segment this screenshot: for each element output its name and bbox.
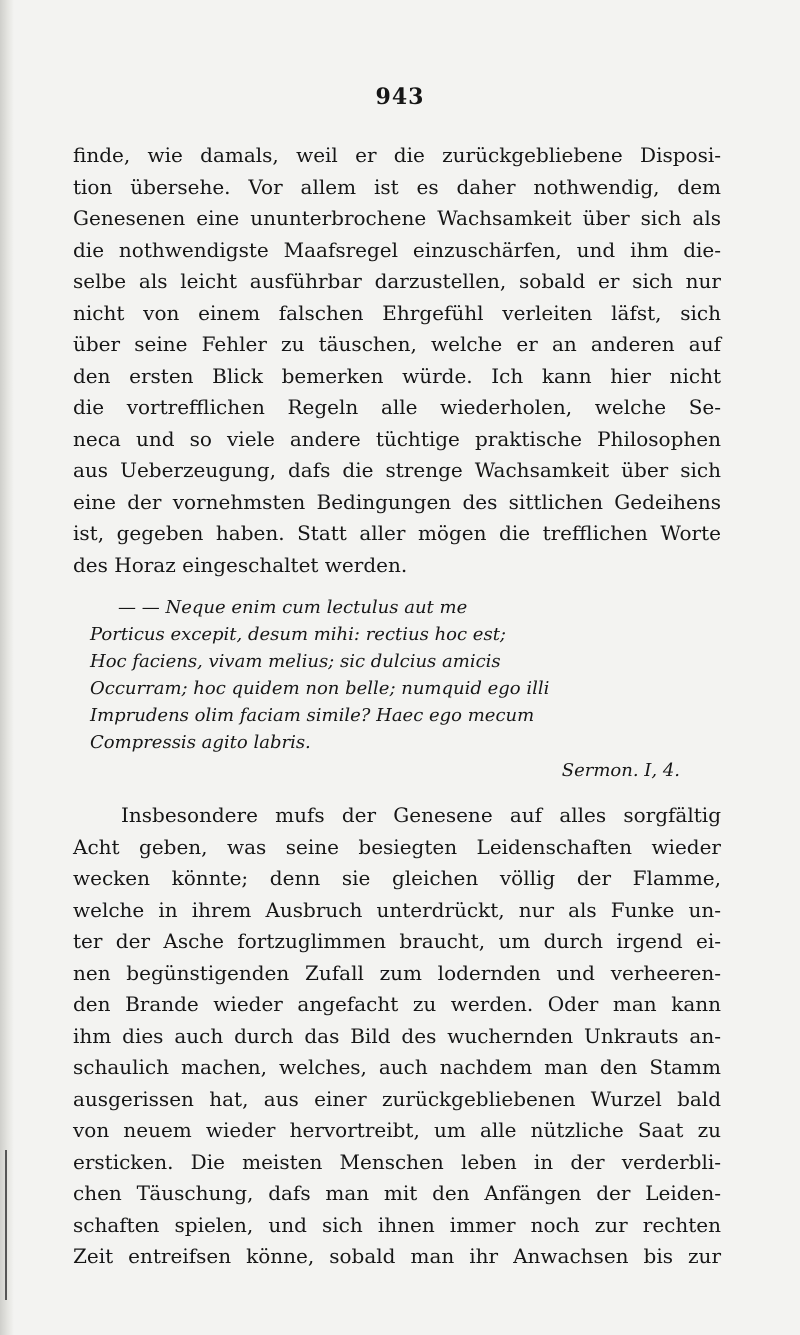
text-line: wecken könnte; denn sie gleichen völlig der Flamme,: [73, 866, 721, 890]
horace-quotation: [90, 594, 710, 756]
text-line: ist, gegeben haben. Statt aller mögen die trefflichen Worte: [73, 521, 721, 545]
text-line: ihm dies auch durch das Bild des wuchernden Unkrauts an-: [73, 1023, 721, 1048]
quote-line: Compressis agito labris.: [90, 732, 311, 753]
text-line: aus Ueberzeugung, dafs die strenge Wachsamkeit über sich: [73, 458, 721, 482]
text-line: über seine Fehler zu täuschen, welche er an anderen auf: [73, 332, 721, 356]
quote-citation: Sermon. I, 4.: [561, 760, 680, 781]
text-line: des Horaz eingeschaltet werden.: [73, 552, 408, 577]
text-line: eine der vornehmsten Bedingungen des sittlichen Gedeihens: [73, 489, 721, 514]
quote-line: Imprudens olim faciam simile? Haec ego mecum: [90, 705, 535, 726]
text-line: Acht geben, was seine besiegten Leidenschaften wieder: [73, 834, 721, 859]
text-line: den ersten Blick bemerken würde. Ich kann hier nicht: [73, 363, 721, 388]
paragraph-2: [73, 800, 721, 1273]
text-line: nicht von einem falschen Ehrgefühl verleiten läfst, sich: [73, 300, 721, 325]
text-line: chen Täuschung, dafs man mit den Anfängen der Leiden-: [73, 1181, 721, 1205]
text-line: welche in ihrem Ausbruch unterdrückt, nur als Funke un-: [73, 897, 721, 922]
page-number: 943: [375, 84, 425, 110]
text-line: finde, wie damals, weil er die zurückgebliebene Disposi-: [73, 143, 721, 167]
quote-line: Porticus excepit, desum mihi: rectius hoc est;: [90, 624, 506, 645]
quote-line: Hoc faciens, vivam melius; sic dulcius amicis: [90, 651, 501, 672]
text-line: Zeit entreifsen könne, sobald man ihr Anwachsen bis zur: [73, 1244, 721, 1268]
text-line: neca und so viele andere tüchtige praktische Philosophen: [73, 426, 721, 451]
text-line: ter der Asche fortzuglimmen braucht, um durch irgend ei-: [73, 929, 721, 953]
text-line: von neuem wieder hervortreibt, um alle nützliche Saat zu: [73, 1118, 721, 1142]
page-gutter-shadow: [0, 0, 14, 1335]
text-line: ersticken. Die meisten Menschen leben in der verderbli-: [73, 1149, 721, 1174]
text-line: die nothwendigste Maafsregel einzuschärfen, und ihm die-: [73, 237, 721, 262]
text-line: Genesenen eine ununterbrochene Wachsamkeit über sich als: [73, 206, 721, 230]
text-line: schaulich machen, welches, auch nachdem man den Stamm: [73, 1055, 721, 1079]
text-line: schaften spielen, und sich ihnen immer noch zur rechten: [73, 1212, 721, 1237]
paragraph-1: [73, 140, 721, 581]
text-line: tion übersehe. Vor allem ist es daher nothwendig, dem: [73, 174, 721, 199]
binding-edge-mark: [5, 1150, 7, 1300]
text-line: selbe als leicht ausführbar darzustellen, sobald er sich nur: [73, 269, 721, 293]
quote-line: Occurram; hoc quidem non belle; numquid ego illi: [90, 678, 550, 699]
text-line: die vortrefflichen Regeln alle wiederholen, welche Se-: [73, 395, 721, 419]
text-line: den Brande wieder angefacht zu werden. Oder man kann: [73, 992, 721, 1016]
text-line: Insbesondere mufs der Genesene auf alles sorgfältig: [121, 803, 721, 827]
text-line: nen begünstigenden Zufall zum lodernden und verheeren-: [73, 960, 721, 985]
quote-line: — — Neque enim cum lectulus aut me: [118, 597, 468, 618]
text-line: ausgerissen hat, aus einer zurückgebliebenen Wurzel bald: [73, 1086, 721, 1111]
